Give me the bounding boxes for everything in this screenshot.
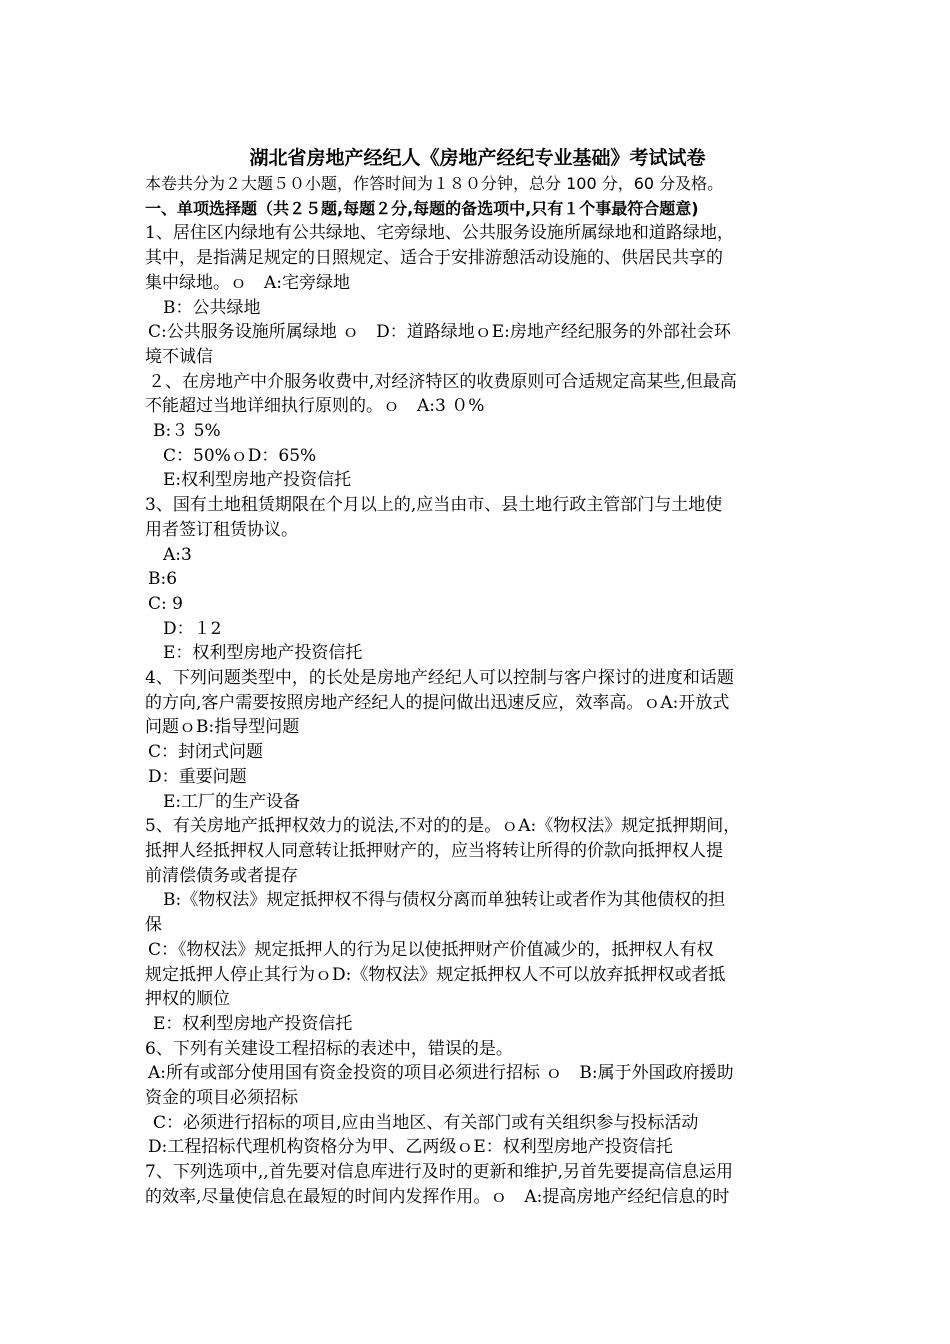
q2-option: C：50%ｏD：65%: [163, 445, 317, 466]
q4-text: 4、下列问题类型中，的长处是房地产经纪人可以控制与客户探讨的进度和话题: [145, 668, 734, 689]
document-body: [145, 144, 810, 1210]
q1-text: 其中，是指满足规定的日照规定、适合于安排游憩活动设施的、供居民共享的: [145, 248, 723, 269]
q7-text: 7、下列选项中,,首先要对信息库进行及时的更新和维护,另首先要提高信息运用: [145, 1162, 734, 1183]
q6-option: D:工程招标代理机构资格分为甲、乙两级ｏE：权利型房地产投资信托: [148, 1137, 673, 1158]
document-title: 湖北省房地产经纪人《房地产经纪专业基础》考试试卷: [249, 147, 706, 169]
exam-intro: 本卷共分为２大题５０小题，作答时间为１８０分钟，总分 100 分，60 分及格。: [145, 174, 724, 193]
q5-text: 抵押人经抵押权人同意转让抵押财产的，应当将转让所得的价款向抵押权人提: [145, 840, 723, 861]
q2-option: B:３ 5%: [153, 421, 221, 442]
q1-option: C:公共服务设施所属绿地 ｏ D：道路绿地ｏE:房地产经纪服务的外部社会环: [148, 322, 731, 343]
q5-option: B:《物权法》规定抵押权不得与债权分离而单独转让或者作为其他债权的担: [163, 890, 726, 911]
q1-option: B：公共绿地: [163, 297, 261, 318]
q2-option: E:权利型房地产投资信托: [163, 470, 352, 491]
q3-option: D：１2: [163, 618, 222, 639]
q7-text: 的效率,尽量使信息在最短的时间内发挥作用。ｏ A:提高房地产经纪信息的时: [145, 1186, 730, 1207]
q3-option: B:6: [148, 569, 178, 590]
section-heading: 一、单项选择题（共２５题,每题２分,每题的备选项中,只有１个事最符合题意): [145, 198, 699, 218]
q1-option: 境不诚信: [145, 346, 213, 367]
q5-option: 押权的顺位: [145, 989, 230, 1010]
q3-option: E：权利型房地产投资信托: [163, 643, 363, 664]
q4-text: 的方向,客户需要按照房地产经纪人的提问做出迅速反应，效率高。ｏA:开放式: [145, 692, 730, 713]
q4-option: C：封闭式问题: [148, 742, 264, 763]
q4-option: D：重要问题: [148, 766, 247, 787]
q5-option: 规定抵押人停止其行为ｏD:《物权法》规定抵押权人不可以放弃抵押权或者抵: [145, 964, 726, 985]
q6-option: A:所有或部分使用国有资金投资的项目必须进行招标 ｏ B:属于外国政府援助: [148, 1063, 734, 1084]
q5-option: E：权利型房地产投资信托: [153, 1013, 353, 1034]
q4-text: 问题ｏB:指导型问题: [145, 717, 300, 738]
q4-option: E:工厂的生产设备: [163, 791, 301, 812]
q5-option: C：《物权法》规定抵押人的行为足以使抵押财产价值减少的，抵押权人有权: [148, 939, 714, 960]
q3-text: 用者签订租赁协议。: [145, 519, 298, 540]
q5-text: 前清偿债务或者提存: [145, 865, 298, 886]
q6-option: 资金的项目必须招标: [145, 1088, 298, 1109]
q1-text: 1、居住区内绿地有公共绿地、宅旁绿地、公共服务设施所属绿地和道路绿地，: [145, 223, 734, 244]
q5-text: 5、有关房地产抵押权效力的说法,不对的的是。ｏA:《物权法》规定抵押期间，: [145, 816, 741, 837]
q6-text: 6、下列有关建设工程招标的表述中，错误的是。: [145, 1038, 513, 1059]
q5-option: 保: [145, 915, 162, 936]
q2-text: 不能超过当地详细执行原则的。ｏ A:3 ０%: [145, 396, 485, 417]
q2-text: ２、在房地产中介服务收费中,对经济特区的收费原则可合适规定高某些,但最高: [148, 371, 737, 392]
q6-option: C：必须进行招标的项目,应由当地区、有关部门或有关组织参与投标活动: [153, 1112, 699, 1133]
q1-text: 集中绿地。ｏ A:宅旁绿地: [145, 272, 351, 293]
q3-option: C: 9: [148, 593, 183, 614]
q3-option: A:3: [163, 544, 192, 565]
q3-text: 3、国有土地租赁期限在个月以上的,应当由市、县土地行政主管部门与土地使: [145, 495, 723, 516]
